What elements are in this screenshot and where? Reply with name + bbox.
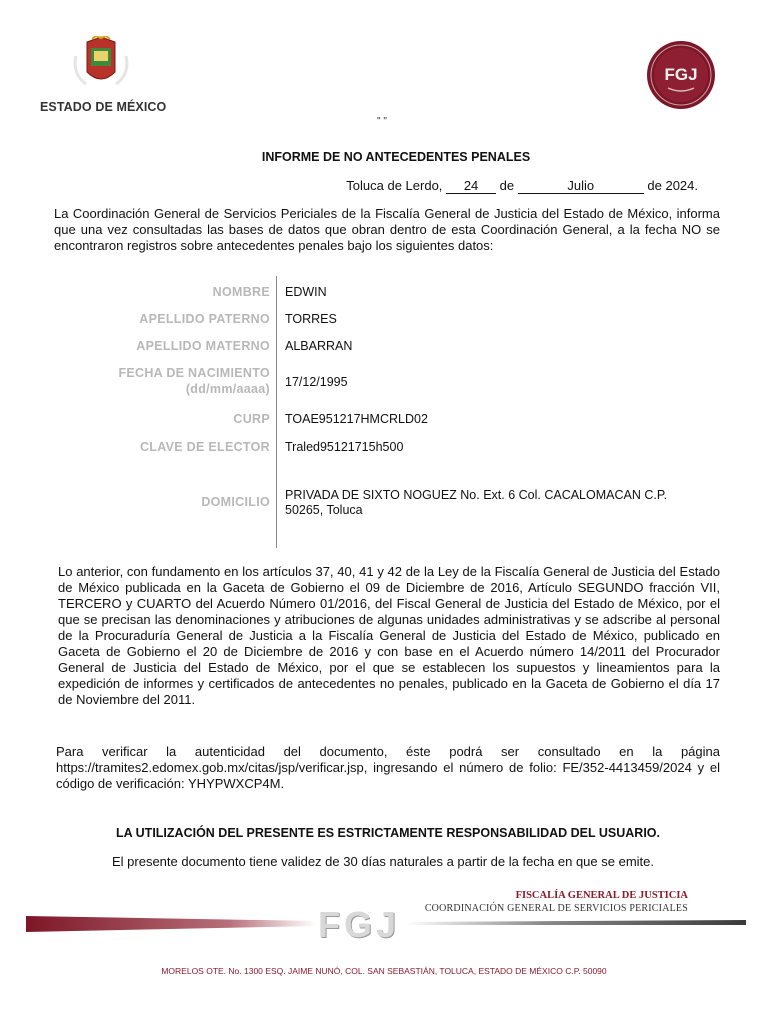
- nombre-value: EDWIN: [285, 285, 327, 299]
- fecha-nacimiento-label: FECHA DE NACIMIENTO: [118, 366, 270, 380]
- estado-de-mexico-coat-of-arms: [62, 36, 140, 98]
- issue-date-line: [0, 178, 698, 194]
- domicilio-label: DOMICILIO: [201, 495, 270, 509]
- fgj-footer-logo: FGJ: [318, 904, 401, 945]
- department-name: COORDINACIÓN GENERAL DE SERVICIOS PERICIALES: [424, 903, 688, 914]
- fgj-seal-text: FGJ: [664, 65, 698, 84]
- clave-elector-value: Traled95121715h500: [285, 440, 404, 454]
- validity-notice: El presente documento tiene validez de 30 días naturales a partir de la fecha en que se emite.: [111, 854, 654, 869]
- fecha-nacimiento-value: 17/12/1995: [285, 375, 348, 389]
- clave-elector-label: CLAVE DE ELECTOR: [139, 440, 270, 454]
- apellido-paterno-label: APELLIDO PATERNO: [139, 312, 270, 326]
- date-year: de 2024.: [647, 178, 698, 193]
- curp-value: TOAE951217HMCRLD02: [285, 412, 428, 426]
- estado-de-mexico-label: ESTADO DE MÉXICO: [40, 100, 167, 114]
- institution-name: FISCALÍA GENERAL DE JUSTICIA: [515, 890, 688, 901]
- curp-label: CURP: [233, 412, 270, 426]
- table-divider: [276, 276, 277, 548]
- date-city: Toluca de Lerdo,: [346, 178, 443, 193]
- domicilio-value-line2: 50265, Toluca: [285, 503, 363, 517]
- apellido-paterno-value: TORRES: [285, 312, 337, 326]
- intro-paragraph: La Coordinación General de Servicios Periciales de la Fiscalía General de Justicia del Estado de México, informa que una vez consultadas las bases de datos que obran dentro de esta Coordinación General, a la fecha NO se encontraron registros sobre antecedentes penales bajo los siguientes datos:: [54, 206, 720, 253]
- apellido-materno-label: APELLIDO MATERNO: [136, 339, 270, 353]
- responsibility-warning: LA UTILIZACIÓN DEL PRESENTE ES ESTRICTAMENTE RESPONSABILIDAD DEL USUARIO.: [115, 826, 661, 840]
- date-connector: de: [499, 178, 515, 193]
- fgj-seal-logo: [646, 40, 716, 110]
- domicilio-value-line1: PRIVADA DE SIXTO NOGUEZ No. Ext. 6 Col. CACALOMACAN C.P.: [285, 488, 668, 502]
- fecha-nacimiento-format: (dd/mm/aaaa): [185, 382, 270, 396]
- nombre-label: NOMBRE: [212, 285, 270, 299]
- header-marks: " ": [377, 116, 387, 127]
- institution-address: MORELOS OTE. No. 1300 ESQ. JAIME NUNÓ, COL. SAN SEBASTIÁN, TOLUCA, ESTADO DE MÉXICO C.P. 50090: [161, 966, 607, 976]
- date-month: Julio: [518, 179, 644, 194]
- document-title: INFORME DE NO ANTECEDENTES PENALES: [261, 150, 531, 164]
- apellido-materno-value: ALBARRAN: [285, 339, 353, 353]
- legal-basis-paragraph: Lo anterior, con fundamento en los artículos 37, 40, 41 y 42 de la Ley de la Fiscalía General de Justicia del Estado de México publicada en la Gaceta de Gobierno el 09 de Diciembre de 2016, Artículo SEGUNDO fracción VII, TERCERO y CUARTO del Acuerdo Número 01/2016, del Fiscal General de Justicia del Estado de México, por el que se precisan las denominaciones y atribuciones de algunas unidades administrativas y se adscribe al personal de la Procuraduría General de Justicia a la Fiscalía General de Justicia del Estado de México, publicado en Gaceta de Gobierno el 20 de Diciembre de 2016 y con base en el Acuerdo número 14/2011 del Procurador General de Justicia del Estado de México, por el que se establecen los supuestos y lineamientos para la expedición de informes y certificados de antecedentes no penales, publicado en la Gaceta de Gobierno el día 17 de Noviembre del 2011.: [58, 564, 720, 707]
- date-day: 24: [446, 179, 496, 194]
- verification-paragraph: Para verificar la autenticidad del documento, éste podrá ser consultado en la página https://tramites2.edomex.gob.mx/citas/jsp/verificar.jsp, ingresando el número de folio: FE/352-4413459/2024 y el código de verificación: YHYPWXCP4M.: [56, 744, 720, 791]
